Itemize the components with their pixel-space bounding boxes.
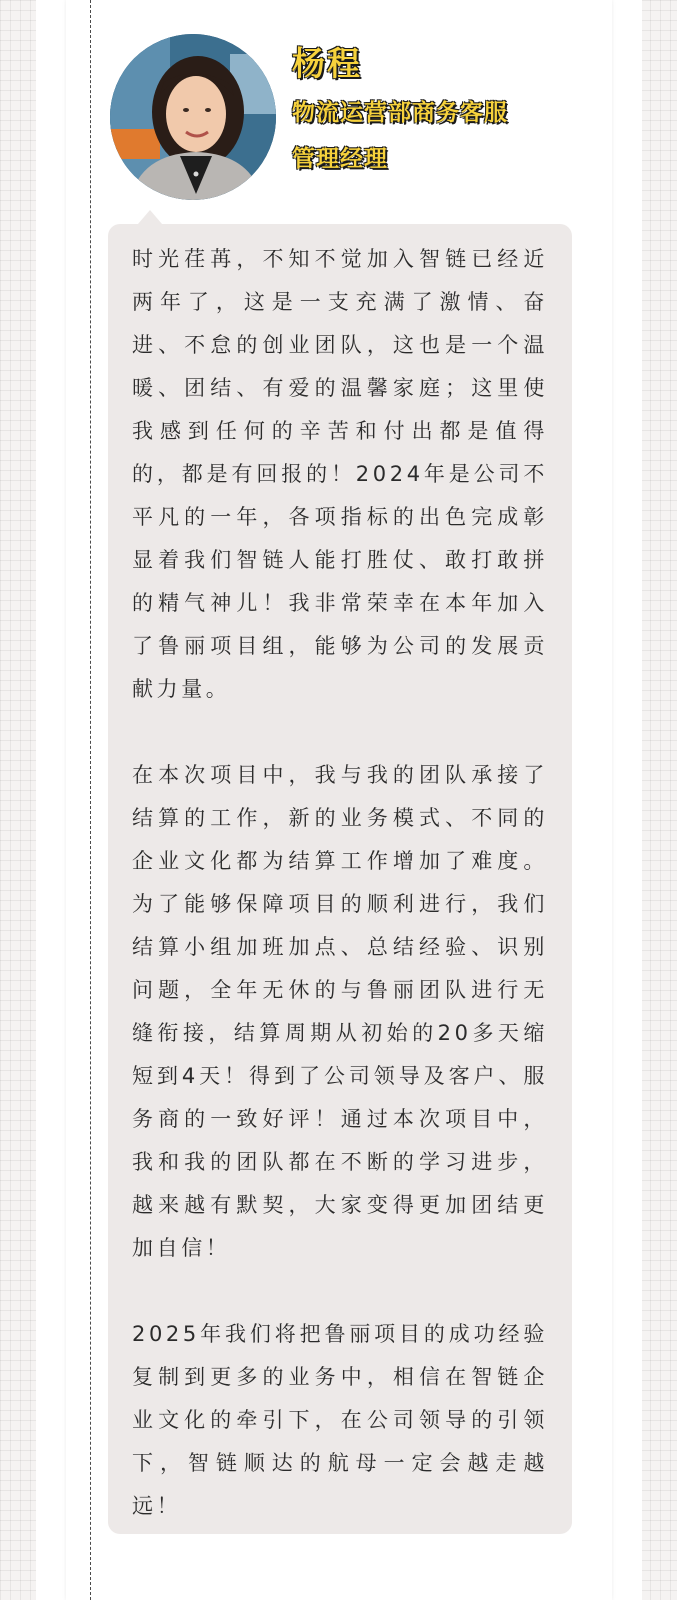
paragraph-2: 在本次项目中，我与我的团队承接了结算的工作，新的业务模式、不同的企业文化都为结算工作增加了难度。为了能够保障项目的顺利进行，我们结算小组加班加点、总结经验、识别问题，全年无休的与鲁丽团队进行无缝衔接，结算周期从初始的20多天缩短到4天！得到了公司领导及客户、服务商的一致好评！通过本次项目中，我和我的团队都在不断的学习进步，越来越有默契，大家变得更加团结更加自信！	[132, 763, 548, 1260]
paragraph-1: 时光荏苒，不知不觉加入智链已经近两年了，这是一支充满了激情、奋进、不怠的创业团队，这也是一个温暖、团结、有爱的温馨家庭；这里使我感到任何的辛苦和付出都是值得的，都是有回报的！2024年是公司不平凡的一年，各项指标的出色完成彰显着我们智链人能打胜仗、敢打敢拼的精气神儿！我非常荣幸在本年加入了鲁丽项目组，能够为公司的发展贡献力量。	[132, 247, 548, 701]
dashed-divider	[90, 0, 91, 1600]
profile-card	[66, 0, 612, 1600]
job-title-line-2: 管理经理	[292, 146, 388, 172]
person-name: 杨程	[292, 44, 362, 83]
portrait-image	[110, 34, 276, 200]
avatar-photo	[110, 34, 276, 200]
right-paper-strip	[612, 0, 642, 1600]
job-title-line-1: 物流运营部商务客服	[292, 100, 508, 126]
speech-bubble-pointer	[138, 210, 162, 224]
paragraph-3: 2025年我们将把鲁丽项目的成功经验复制到更多的业务中，相信在智链企业文化的牵引下，在公司领导的引领下，智链顺达的航母一定会越走越远！	[132, 1322, 548, 1518]
speech-bubble	[108, 224, 572, 1534]
left-paper-strip	[36, 0, 66, 1600]
name-block	[292, 44, 592, 174]
